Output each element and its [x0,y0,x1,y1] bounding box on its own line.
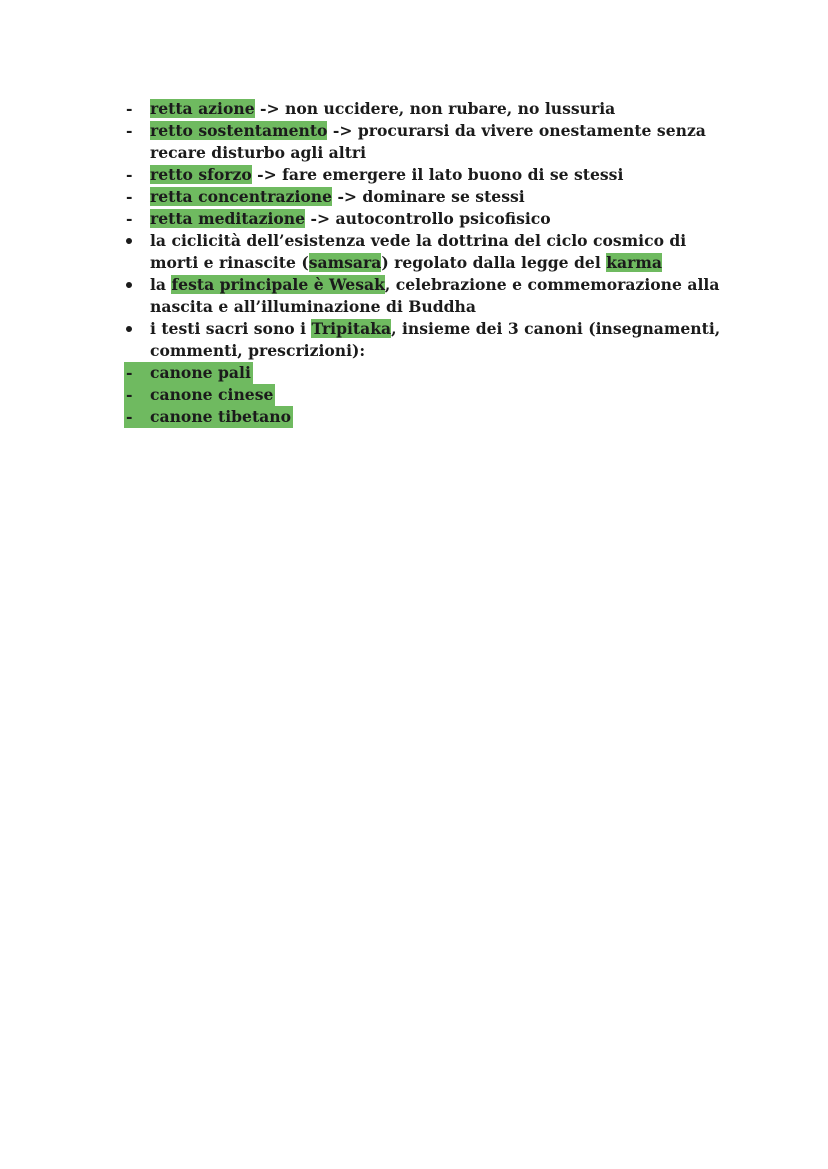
list-item-retta-meditazione [124,208,724,230]
highlighted-term: retto sforzo [150,165,252,184]
highlighted-term: karma [606,253,662,272]
item-text: -> autocontrollo psicofisico [305,209,551,228]
highlighted-term: retto sostentamento [150,121,328,140]
item-text: canone tibetano [150,407,292,426]
highlighted-term: samsara [308,253,382,272]
item-text: ) regolato dalla legge del [381,253,607,272]
item-text: la ciclicità dell’esistenza vede la dottrina del ciclo cosmico di morti e rinascite ( [150,231,687,272]
notes-list [124,98,724,428]
highlighted-term: festa principale è Wesak [171,275,385,294]
item-text: , celebrazione e commemorazione alla nascita e all’illuminazione di Buddha [150,275,720,316]
highlighted-term: Tripitaka [311,319,392,338]
list-item-canone-pali [124,362,253,384]
item-text: i testi sacri sono i [150,319,312,338]
highlighted-term: retta azione [150,99,255,118]
item-text: la [150,275,172,294]
item-text: canone pali [150,363,251,382]
list-item-retta-concentrazione [124,186,724,208]
item-text: canone cinese [150,385,274,404]
highlighted-term: retta concentrazione [150,187,333,206]
item-text: -> fare emergere il lato buono di se stessi [251,165,624,184]
list-item-canone-tibetano [124,406,293,428]
list-item-testi-sacri [124,318,724,362]
list-item-ciclicita [124,230,724,274]
highlighted-term: retta meditazione [150,209,306,228]
list-item-festa [124,274,724,318]
list-item-retta-azione [124,98,724,120]
list-item-retto-sostentamento [124,120,724,164]
item-text: -> dominare se stessi [332,187,525,206]
list-item-canone-cinese [124,384,275,406]
item-text: , insieme dei 3 canoni (insegnamenti, commenti, prescrizioni): [150,319,721,360]
item-text: -> non uccidere, non rubare, no lussuria [254,99,616,118]
list-item-retto-sforzo [124,164,724,186]
item-text: -> procurarsi da vivere onestamente senza recare disturbo agli altri [150,121,706,162]
